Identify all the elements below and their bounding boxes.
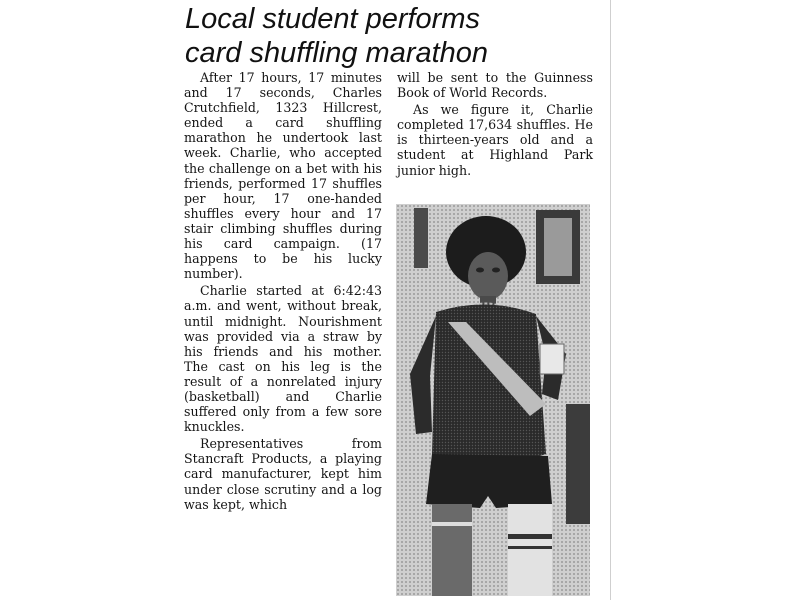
paragraph: After 17 hours, 17 minutes and 17 seconds, Charles Crutchfield, 1323 Hillcrest, ended a card shuffling marathon he undertook last week. Charlie, who accepted the challenge on a bet with his friends, performed 17 shuffles per hour, 17 one-handed shuffles every hour and 17 stair climbing shuffles during his card campaign. (17 happens to be his lucky number).: [184, 70, 382, 282]
paragraph: Representatives from Stancraft Products, a playing card manufacturer, kept him under close scrutiny and a log was kept, which: [184, 436, 382, 512]
newspaper-photo-of-student-icon: [396, 204, 590, 596]
page-edge-rule: [610, 0, 611, 600]
article-column-right: [397, 70, 593, 178]
headline: [185, 2, 605, 70]
article-column-left: [184, 70, 382, 512]
student-photo: [396, 204, 590, 596]
paragraph: As we figure it, Charlie completed 17,634 shuffles. He is thirteen-years old and a student at Highland Park junior high.: [397, 102, 593, 178]
paragraph: Charlie started at 6:42:43 a.m. and went, without break, until midnight. Nourishment was provided via a straw by his friends and his mother. The cast on his leg is the result of a nonrelated injury (basketball) and Charlie suffered only from a few sore knuckles.: [184, 283, 382, 435]
headline-line-2: card shuffling marathon: [185, 37, 489, 69]
headline-line-1: Local student performs: [185, 3, 480, 35]
paragraph: will be sent to the Guinness Book of World Records.: [397, 70, 593, 101]
